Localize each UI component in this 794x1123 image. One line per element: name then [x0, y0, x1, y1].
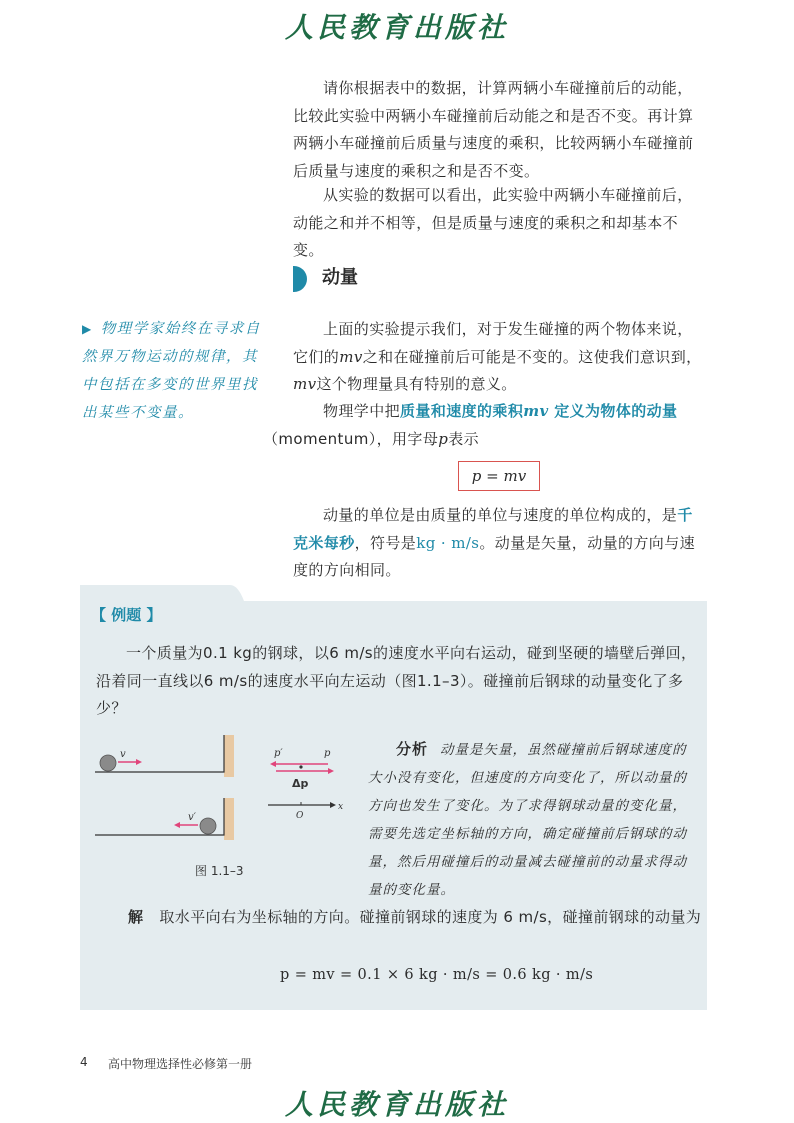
p4-mv: mv — [523, 402, 549, 420]
wall-top — [224, 735, 234, 777]
body-paragraph-3 — [293, 316, 705, 399]
section-title: 动量 — [322, 267, 358, 288]
p3-text-a: 上面的实验提示我们，对于发生碰撞的两个物体来说，它们的 — [293, 320, 693, 366]
v-label: v — [120, 749, 126, 760]
example-label: 【 例题 】 — [91, 606, 162, 624]
solution-text: 取水平向右为坐标轴的方向。碰撞前钢球的速度为 6 m/s，碰撞前钢球的动量为 — [159, 908, 702, 926]
intro-paragraph-1: 请你根据表中的数据，计算两辆小车碰撞前后的动能，比较此实验中两辆小车碰撞前后动能之和是否不变。再计算两辆小车碰撞前后质量与速度的乘积，比较两辆小车碰撞前后质量与速度的乘积之和是否不变。 — [293, 79, 694, 180]
intro-paragraph-2: 从实验的数据可以看出，此实验中两辆小车碰撞前后，动能之和并不相等，但是质量与速度的乘积之和却基本不变。 — [293, 186, 693, 259]
body-paragraph-5 — [293, 502, 705, 585]
side-note — [82, 315, 267, 427]
solution-formula: p = mv = 0.1 × 6 kg · m/s = 0.6 kg · m/s — [280, 967, 594, 983]
p3-text-b: 之和在碰撞前后可能是不变的。这使我们意识到， — [362, 347, 702, 366]
side-note-text: 物理学家始终在寻求自然界万物运动的规律，其中包括在多变的世界里找出某些不变量。 — [82, 321, 261, 421]
figure-1-1-3 — [90, 730, 350, 855]
example-problem: 一个质量为0.1 kg的钢球，以6 m/s的速度水平向右运动，碰到坚硬的墙壁后弹回，沿着同一直线以6 m/s的速度水平向左运动（图1.1–3）。碰撞前后钢球的动量变化了多少？ — [96, 644, 697, 717]
v-prime-label: v′ — [188, 812, 196, 823]
origin-label: O — [296, 811, 304, 821]
section-marker-icon — [293, 266, 307, 292]
p4-definition-2: 定义为物体的动量 — [548, 402, 678, 420]
page-number: 4 — [80, 1055, 88, 1069]
p3-text-c: 这个物理量具有特别的意义。 — [316, 375, 517, 393]
p4-text-b: （momentum），用字母 — [263, 429, 439, 448]
delta-p-label: Δp — [292, 777, 309, 790]
side-note-marker-icon: ▶ — [82, 322, 93, 336]
analysis-text: 动量是矢量，虽然碰撞前后钢球速度的大小没有变化，但速度的方向变化了，所以动量的方向也发生了变化。为了求得钢球动量的变化量，需要先选定坐标轴的方向，确定碰撞前后钢球的动量，然后用碰撞后的动量减去碰撞前的动量求得动量的变化量。 — [368, 742, 687, 898]
wall-bottom — [224, 798, 234, 840]
p3-mv-2: mv — [293, 375, 317, 393]
book-title: 高中物理选择性必修第一册 — [108, 1057, 253, 1071]
p5-text-a: 动量的单位是由质量的单位与速度的单位构成的，是 — [323, 506, 678, 524]
analysis — [368, 735, 698, 904]
p5-text-c: 。动量是矢量，动量的方向与速度的方向相同。 — [293, 533, 695, 579]
p5-text-b: ，符号是 — [354, 533, 417, 552]
momentum-formula-box: p = mv — [458, 461, 540, 491]
p-label: p — [324, 748, 331, 759]
p3-mv-1: mv — [339, 347, 363, 366]
figure-caption: 图 1.1–3 — [195, 864, 244, 878]
x-axis-label: x — [338, 802, 344, 812]
publisher-logo-top: 人民教育出版社 — [284, 11, 509, 44]
body-paragraph-4 — [263, 398, 705, 453]
p4-text-c: 表示 — [448, 429, 480, 448]
p5-unit-name: 千克米每秒 — [293, 506, 693, 552]
analysis-heading: 分析 — [396, 740, 429, 758]
p4-p-symbol: p — [438, 429, 449, 448]
publisher-logo-bottom: 人民教育出版社 — [284, 1088, 509, 1121]
steel-ball-after — [200, 818, 216, 834]
p-prime-label: p′ — [274, 748, 283, 759]
solution-heading: 解 — [128, 908, 144, 926]
p5-unit-symbol: kg · m/s — [416, 533, 480, 552]
p4-text-a: 物理学中把 — [323, 402, 401, 420]
p4-definition-1: 质量和速度的乘积 — [400, 402, 524, 420]
steel-ball-before — [100, 755, 116, 771]
solution — [96, 904, 704, 932]
